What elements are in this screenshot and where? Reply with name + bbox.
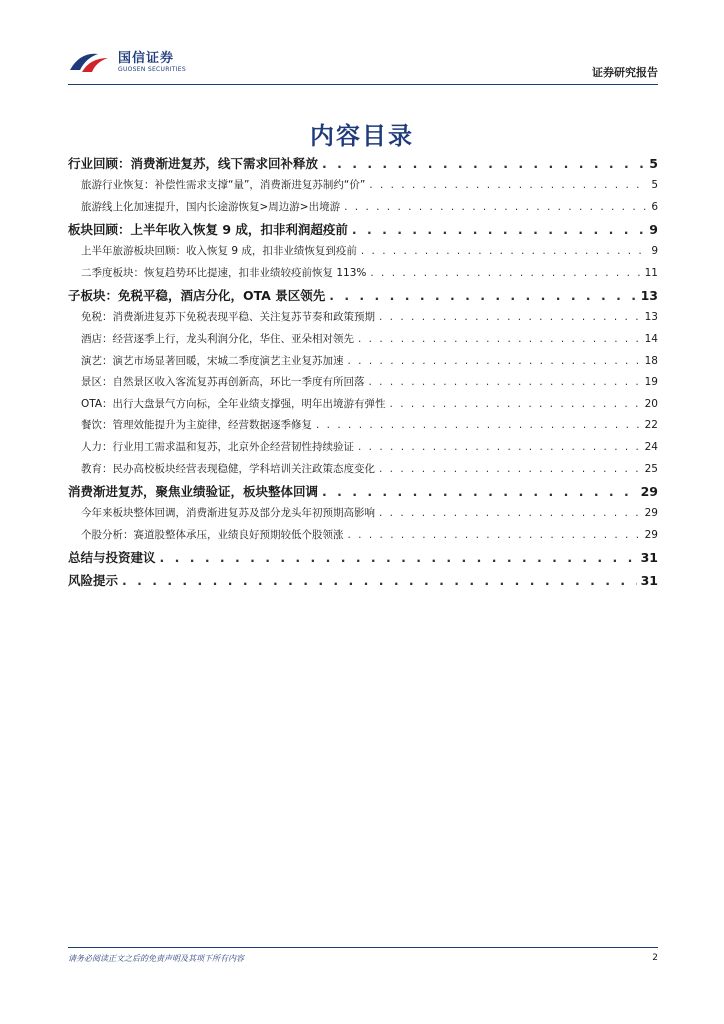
toc-entry-page: 11 [644, 266, 658, 279]
toc-subsection-entry[interactable] [68, 329, 658, 351]
toc-entry-page: 22 [644, 419, 658, 432]
toc-entry-title: 板块回顾：上半年收入恢复 9 成，扣非利润超疫前 [68, 222, 348, 238]
toc-leader-dots [352, 218, 645, 241]
toc-entry-title: 旅游线上化加速提升，国内长途游恢复>周边游>出境游 [81, 200, 341, 213]
guosen-logo-icon [68, 48, 112, 76]
toc-leader-dots [344, 197, 647, 219]
toc-subsection-entry[interactable] [68, 459, 658, 481]
toc-entry-title: 子板块：免税平稳，酒店分化，OTA 景区领先 [68, 288, 326, 304]
toc-entry-page: 25 [644, 462, 658, 475]
toc-entry-title: 今年来板块整体回调，消费渐进复苏及部分龙头年初预期高影响 [81, 507, 375, 520]
toc-leader-dots [348, 525, 641, 547]
toc-entry-page: 9 [651, 245, 658, 258]
toc-entry-title: 免税：消费渐进复苏下免税表现平稳、关注复苏节奏和政策预期 [81, 311, 375, 324]
report-type-label: 证券研究报告 [592, 66, 658, 79]
toc-entry-page: 14 [644, 332, 658, 345]
toc-title: 内容目录 [310, 122, 414, 150]
toc-entry-page: 29 [644, 507, 658, 520]
toc-entry-title: 二季度板块：恢复趋势环比提速，扣非业绩较疫前恢复 113% [81, 266, 367, 279]
toc-subsection-entry[interactable] [68, 415, 658, 437]
toc-subsection-entry[interactable] [68, 503, 658, 525]
toc-subsection-entry[interactable] [68, 241, 658, 263]
toc-entry-title: 酒店：经营逐季上行，龙头利润分化，华住、亚朵相对领先 [81, 332, 354, 345]
toc-section-entry[interactable] [68, 569, 658, 592]
toc-entry-title: OTA：出行大盘景气方向标，全年业绩支撑强，明年出境游有弹性 [81, 397, 386, 410]
toc-leader-dots [322, 152, 645, 175]
table-of-contents [68, 152, 658, 592]
toc-entry-page: 24 [644, 440, 658, 453]
toc-leader-dots [358, 437, 641, 459]
toc-leader-dots [379, 307, 641, 329]
toc-entry-title: 教育：民办高校板块经营表现稳健，学科培训关注政策态度变化 [81, 462, 375, 475]
toc-entry-title: 总结与投资建议 [68, 550, 156, 566]
toc-subsection-entry[interactable] [68, 175, 658, 197]
toc-leader-dots [348, 351, 641, 373]
toc-section-entry[interactable] [68, 284, 658, 307]
toc-subsection-entry[interactable] [68, 197, 658, 219]
toc-leader-dots [122, 569, 637, 592]
toc-entry-page: 5 [651, 179, 658, 191]
toc-entry-title: 个股分析：赛道股整体承压，业绩良好预期较低个股领涨 [81, 528, 344, 541]
toc-entry-page: 29 [640, 484, 658, 500]
page-number: 2 [652, 953, 658, 963]
toc-leader-dots [329, 284, 636, 307]
footer-disclaimer: 请务必阅读正文之后的免责声明及其项下所有内容 [68, 954, 244, 963]
toc-entry-title: 旅游行业恢复：补偿性需求支撑“量”，消费渐进复苏制约“价” [81, 179, 366, 191]
toc-entry-page: 20 [644, 397, 658, 410]
toc-leader-dots [361, 241, 647, 263]
toc-leader-dots [369, 372, 641, 394]
toc-leader-dots [160, 546, 637, 569]
toc-subsection-entry[interactable] [68, 437, 658, 459]
logo-name-cn: 国信证券 [118, 50, 175, 66]
toc-entry-title: 演艺：演艺市场显著回暖，宋城二季度演艺主业复苏加速 [81, 354, 344, 367]
toc-entry-page: 18 [644, 354, 658, 367]
toc-entry-title: 行业回顾：消费渐进复苏，线下需求回补释放 [68, 156, 319, 171]
toc-section-entry[interactable] [68, 546, 658, 569]
footer-divider [68, 947, 658, 948]
toc-subsection-entry[interactable] [68, 525, 658, 547]
toc-leader-dots [379, 459, 641, 481]
toc-entry-page: 19 [644, 376, 658, 389]
toc-subsection-entry[interactable] [68, 372, 658, 394]
guosen-logo [68, 48, 186, 76]
header-divider [68, 84, 658, 85]
toc-entry-title: 风险提示 [68, 573, 119, 589]
toc-leader-dots [358, 329, 641, 351]
toc-entry-page: 29 [644, 528, 658, 541]
toc-subsection-entry[interactable] [68, 394, 658, 416]
toc-leader-dots [369, 175, 647, 197]
toc-section-entry[interactable] [68, 218, 658, 241]
toc-leader-dots [390, 394, 641, 416]
page-header [68, 48, 658, 88]
toc-entry-page: 13 [644, 311, 658, 324]
toc-leader-dots [379, 503, 641, 525]
logo-name-en: GUOSEN SECURITIES [118, 65, 187, 73]
toc-entry-title: 景区：自然景区收入客流复苏再创新高，环比一季度有所回落 [81, 376, 365, 389]
toc-entry-page: 13 [640, 288, 658, 304]
toc-section-entry[interactable] [68, 480, 658, 503]
toc-subsection-entry[interactable] [68, 351, 658, 373]
toc-entry-page: 31 [640, 550, 658, 566]
toc-entry-title: 上半年旅游板块回顾：收入恢复 9 成，扣非业绩恢复到疫前 [81, 245, 357, 258]
toc-subsection-entry[interactable] [68, 263, 658, 285]
toc-subsection-entry[interactable] [68, 307, 658, 329]
toc-entry-title: 餐饮：管理效能提升为主旋律，经营数据逐季修复 [81, 419, 312, 432]
toc-section-entry[interactable] [68, 152, 658, 175]
toc-entry-page: 6 [651, 200, 658, 213]
toc-leader-dots [322, 480, 637, 503]
toc-entry-page: 5 [649, 156, 658, 171]
toc-entry-page: 9 [649, 222, 658, 238]
toc-entry-title: 消费渐进复苏，聚焦业绩验证，板块整体回调 [68, 484, 319, 500]
toc-leader-dots [316, 415, 641, 437]
toc-entry-title: 人力：行业用工需求温和复苏，北京外企经营韧性持续验证 [81, 440, 354, 453]
toc-leader-dots [370, 263, 640, 285]
toc-entry-page: 31 [640, 573, 658, 589]
